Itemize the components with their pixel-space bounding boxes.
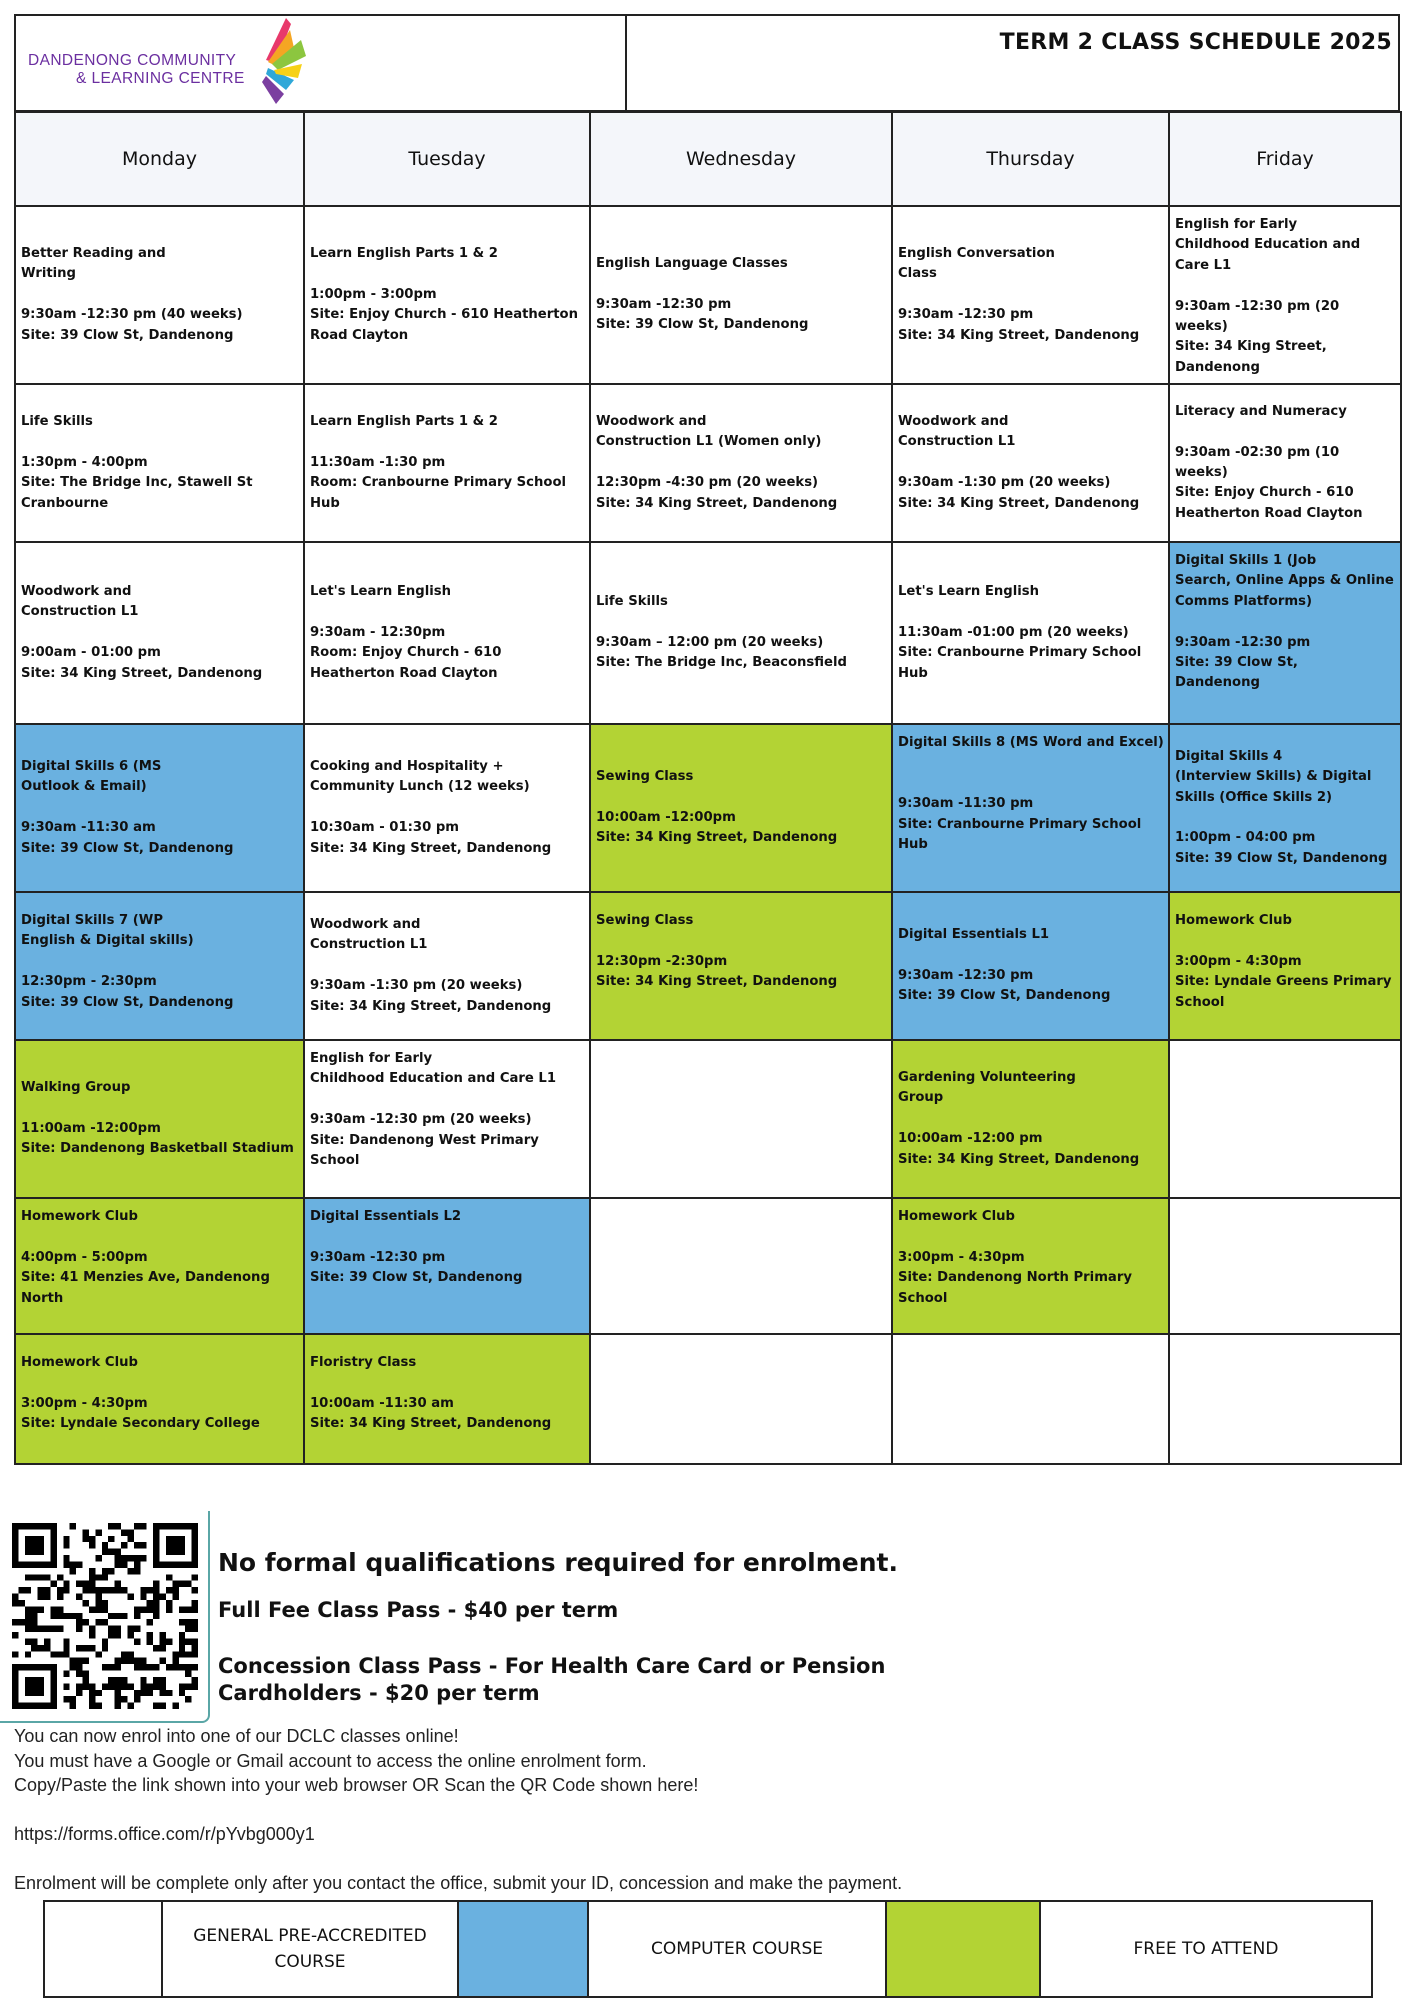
legend-swatch-computer [459, 1902, 589, 1996]
schedule-body [15, 206, 1401, 1464]
class-cell-tuesday: Let's Learn English 9:30am - 12:30pm Room: Enjoy Church - 610 Heatherton Road Clayton [304, 542, 590, 724]
class-cell-monday: Digital Skills 6 (MS Outlook & Email) 9:30am -11:30 am Site: 39 Clow St, Dandenong [15, 724, 304, 892]
schedule-row [15, 1334, 1401, 1464]
day-header-thursday: Thursday [892, 112, 1169, 206]
class-cell-thursday: Digital Essentials L1 9:30am -12:30 pm Site: 39 Clow St, Dandenong [892, 892, 1169, 1040]
schedule-row [15, 206, 1401, 384]
class-cell-friday: Digital Skills 1 (Job Search, Online Apps & Online Comms Platforms) 9:30am -12:30 pm Site: 39 Clow St, Dandenong [1169, 542, 1401, 724]
schedule-row [15, 1198, 1401, 1334]
day-header-friday: Friday [1169, 112, 1401, 206]
spacer [14, 1847, 902, 1872]
class-cell-monday: Better Reading and Writing 9:30am -12:30 pm (40 weeks) Site: 39 Clow St, Dandenong [15, 206, 304, 384]
enrolment-instructions [14, 1724, 902, 1896]
page-header [14, 14, 1400, 112]
logo-text [28, 52, 245, 88]
class-cell-friday: Digital Skills 4 (Interview Skills) & Digital Skills (Office Skills 2) 1:00pm - 04:00 pm Site: 39 Clow St, Dandenong [1169, 724, 1401, 892]
class-cell-monday: Walking Group 11:00am -12:00pm Site: Dandenong Basketball Stadium [15, 1040, 304, 1198]
schedule-row [15, 892, 1401, 1040]
class-cell-tuesday: Learn English Parts 1 & 2 11:30am -1:30 pm Room: Cranbourne Primary School Hub [304, 384, 590, 542]
class-cell-friday: Homework Club 3:00pm - 4:30pm Site: Lyndale Greens Primary School [1169, 892, 1401, 1040]
qr-code-icon[interactable] [12, 1523, 198, 1709]
empty-cell [1169, 1334, 1401, 1464]
legend-swatch-general [45, 1902, 163, 1996]
class-cell-wednesday: English Language Classes 9:30am -12:30 pm Site: 39 Clow St, Dandenong [590, 206, 892, 384]
enrolment-link[interactable]: https://forms.office.com/r/pYvbg000y1 [14, 1824, 315, 1844]
class-cell-friday: English for Early Childhood Education and Care L1 9:30am -12:30 pm (20 weeks) Site: 34 King Street, Dandenong [1169, 206, 1401, 384]
concession-price: Concession Class Pass - For Health Care Card or Pension Cardholders - $20 per term [218, 1654, 886, 1705]
day-header-row [15, 112, 1401, 206]
class-cell-friday: Literacy and Numeracy 9:30am -02:30 pm (10 weeks) Site: Enjoy Church - 610 Heatherton Road Clayton [1169, 384, 1401, 542]
logo-line-2: & LEARNING CENTRE [76, 70, 245, 87]
logo-line-1: DANDENONG COMMUNITY [28, 52, 237, 69]
logo-icon [246, 18, 316, 108]
class-cell-monday: Woodwork and Construction L1 9:00am - 01:00 pm Site: 34 King Street, Dandenong [15, 542, 304, 724]
class-cell-monday: Life Skills 1:30pm - 4:00pm Site: The Bridge Inc, Stawell St Cranbourne [15, 384, 304, 542]
page-title: TERM 2 CLASS SCHEDULE 2025 [999, 30, 1392, 55]
class-cell-tuesday: Floristry Class 10:00am -11:30 am Site: 34 King Street, Dandenong [304, 1334, 590, 1464]
empty-cell [590, 1198, 892, 1334]
class-cell-thursday: Let's Learn English 11:30am -01:00 pm (20 weeks) Site: Cranbourne Primary School Hub [892, 542, 1169, 724]
class-cell-tuesday: English for Early Childhood Education and Care L1 9:30am -12:30 pm (20 weeks) Site: Dandenong West Primary School [304, 1040, 590, 1198]
class-cell-wednesday: Sewing Class 10:00am -12:00pm Site: 34 King Street, Dandenong [590, 724, 892, 892]
empty-cell [892, 1334, 1169, 1464]
legend-label-general: GENERAL PRE-ACCREDITED COURSE [163, 1902, 459, 1996]
empty-cell [1169, 1040, 1401, 1198]
class-cell-tuesday: Woodwork and Construction L1 9:30am -1:30 pm (20 weeks) Site: 34 King Street, Dandenong [304, 892, 590, 1040]
legend-label-free: FREE TO ATTEND [1133, 1939, 1279, 1959]
schedule-table [14, 111, 1402, 1465]
day-header-monday: Monday [15, 112, 304, 206]
day-header-wednesday: Wednesday [590, 112, 892, 206]
logo-area [16, 16, 627, 110]
class-cell-wednesday: Woodwork and Construction L1 (Women only) 12:30pm -4:30 pm (20 weeks) Site: 34 King Street, Dandenong [590, 384, 892, 542]
schedule-row [15, 724, 1401, 892]
qr-code-frame [0, 1511, 210, 1723]
schedule-row [15, 384, 1401, 542]
title-area [627, 16, 1398, 110]
enrolment-note: Enrolment will be complete only after you contact the office, submit your ID, concession and make the payment. [14, 1873, 903, 1893]
class-cell-thursday: Digital Skills 8 (MS Word and Excel) 9:30am -11:30 pm Site: Cranbourne Primary School Hub [892, 724, 1169, 892]
full-fee-price: Full Fee Class Pass - $40 per term [218, 1598, 619, 1622]
class-cell-tuesday: Digital Essentials L2 9:30am -12:30 pm Site: 39 Clow St, Dandenong [304, 1198, 590, 1334]
empty-cell [590, 1334, 892, 1464]
class-cell-tuesday: Cooking and Hospitality + Community Lunch (12 weeks) 10:30am - 01:30 pm Site: 34 King Street, Dandenong [304, 724, 590, 892]
schedule-row [15, 1040, 1401, 1198]
class-cell-wednesday: Life Skills 9:30am – 12:00 pm (20 weeks) Site: The Bridge Inc, Beaconsfield [590, 542, 892, 724]
legend-swatch-free [887, 1902, 1041, 1996]
day-header-tuesday: Tuesday [304, 112, 590, 206]
no-qualifications-note: No formal qualifications required for enrolment. [218, 1548, 898, 1577]
instruction-line: You can now enrol into one of our DCLC classes online! [14, 1726, 459, 1746]
instruction-line: Copy/Paste the link shown into your web browser OR Scan the QR Code shown here! [14, 1775, 699, 1795]
spacer [14, 1798, 902, 1823]
schedule-row [15, 542, 1401, 724]
class-cell-monday: Homework Club 4:00pm - 5:00pm Site: 41 Menzies Ave, Dandenong North [15, 1198, 304, 1334]
class-cell-monday: Homework Club 3:00pm - 4:30pm Site: Lyndale Secondary College [15, 1334, 304, 1464]
class-cell-thursday: Woodwork and Construction L1 9:30am -1:30 pm (20 weeks) Site: 34 King Street, Dandenong [892, 384, 1169, 542]
class-cell-thursday: Homework Club 3:00pm - 4:30pm Site: Dandenong North Primary School [892, 1198, 1169, 1334]
empty-cell [1169, 1198, 1401, 1334]
legend-label-computer: COMPUTER COURSE [589, 1902, 887, 1996]
class-cell-thursday: Gardening Volunteering Group 10:00am -12:00 pm Site: 34 King Street, Dandenong [892, 1040, 1169, 1198]
class-cell-wednesday: Sewing Class 12:30pm -2:30pm Site: 34 King Street, Dandenong [590, 892, 892, 1040]
legend [43, 1900, 1373, 1998]
instruction-line: You must have a Google or Gmail account to access the online enrolment form. [14, 1750, 647, 1771]
class-cell-monday: Digital Skills 7 (WP English & Digital skills) 12:30pm - 2:30pm Site: 39 Clow St, Dandenong [15, 892, 304, 1040]
empty-cell [590, 1040, 892, 1198]
class-cell-thursday: English Conversation Class 9:30am -12:30 pm Site: 34 King Street, Dandenong [892, 206, 1169, 384]
class-cell-tuesday: Learn English Parts 1 & 2 1:00pm - 3:00pm Site: Enjoy Church - 610 Heatherton Road Clayton [304, 206, 590, 384]
